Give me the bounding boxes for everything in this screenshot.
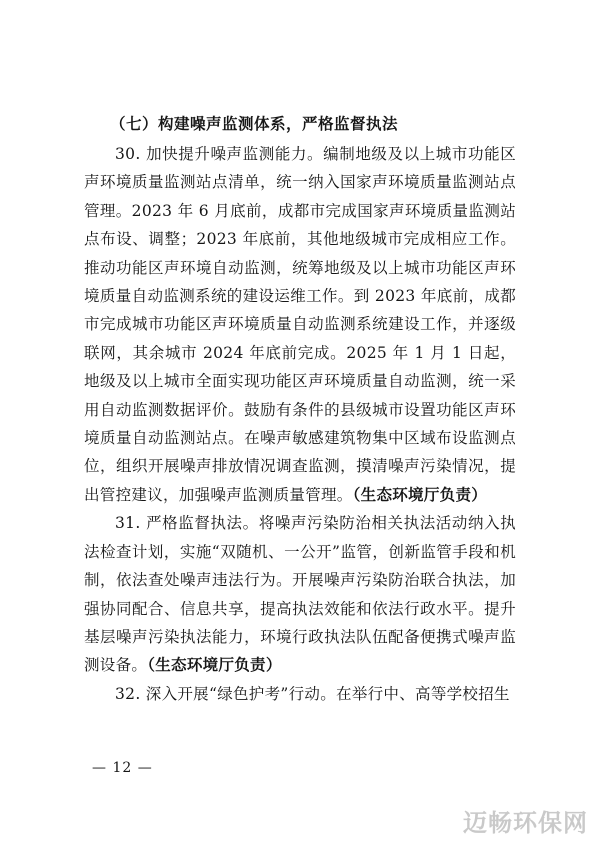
section-heading: （七）构建噪声监测体系，严格监督执法 [110, 115, 399, 133]
paragraph-text: 32. 深入开展“绿色护考”行动。在举行中、高等学校招生 [115, 684, 510, 703]
paragraph-text: 30. 加快提升噪声监测能力。编制地级及以上城市功能区声环境质量监测站点清单，统一纳入国家声环境质量监测站点管理。2023 年 6 月底前，成都市完成国家声环境质量监测站点布设、调整；2023 年底前，其他地级城市完成相应工作。推动功能区声环境自动监测，统筹地级及以上城市功能区声环境质量自动监测系统的建设运维工作。到 2023 年底前，成都市完成城市功能区声环境质量自动监测系统建设工作，并逐级联网，其余城市 2024 年底前完成。2025 年 1 月 1 日起，地级及以上城市全面实现功能区声环境质量自动监测，统一采用自动监测数据评价。鼓励有条件的县级城市设置功能区声环境质量自动监测站点。在噪声敏感建筑物集中区域布设监测点位，组织开展噪声排放情况调查监测，摸清噪声污染情况，提出管控建议，加强噪声监测质量管理。 [84, 145, 516, 504]
paragraph-30 [84, 140, 516, 509]
responsible-department: （生态环境厅负责） [352, 485, 488, 504]
paragraph-32 [84, 680, 516, 708]
watermark-logo: 迈畅环保网 [463, 809, 588, 837]
page-number: — 12 — [92, 760, 153, 776]
paragraph-31 [84, 509, 516, 679]
responsible-department: （生态环境厅负责） [147, 656, 282, 675]
document-body [84, 112, 516, 708]
paragraph-text: 31. 严格监督执法。将噪声污染防治相关执法活动纳入执法检查计划，实施“双随机、一公开”监管，创新监管手段和机制，依法查处噪声违法行为。开展噪声污染防治联合执法，加强协同配合、信息共享，提高执法效能和依法行政水平。提升基层噪声污染执法能力，环境行政执法队伍配备便携式噪声监测设备。 [84, 514, 516, 675]
